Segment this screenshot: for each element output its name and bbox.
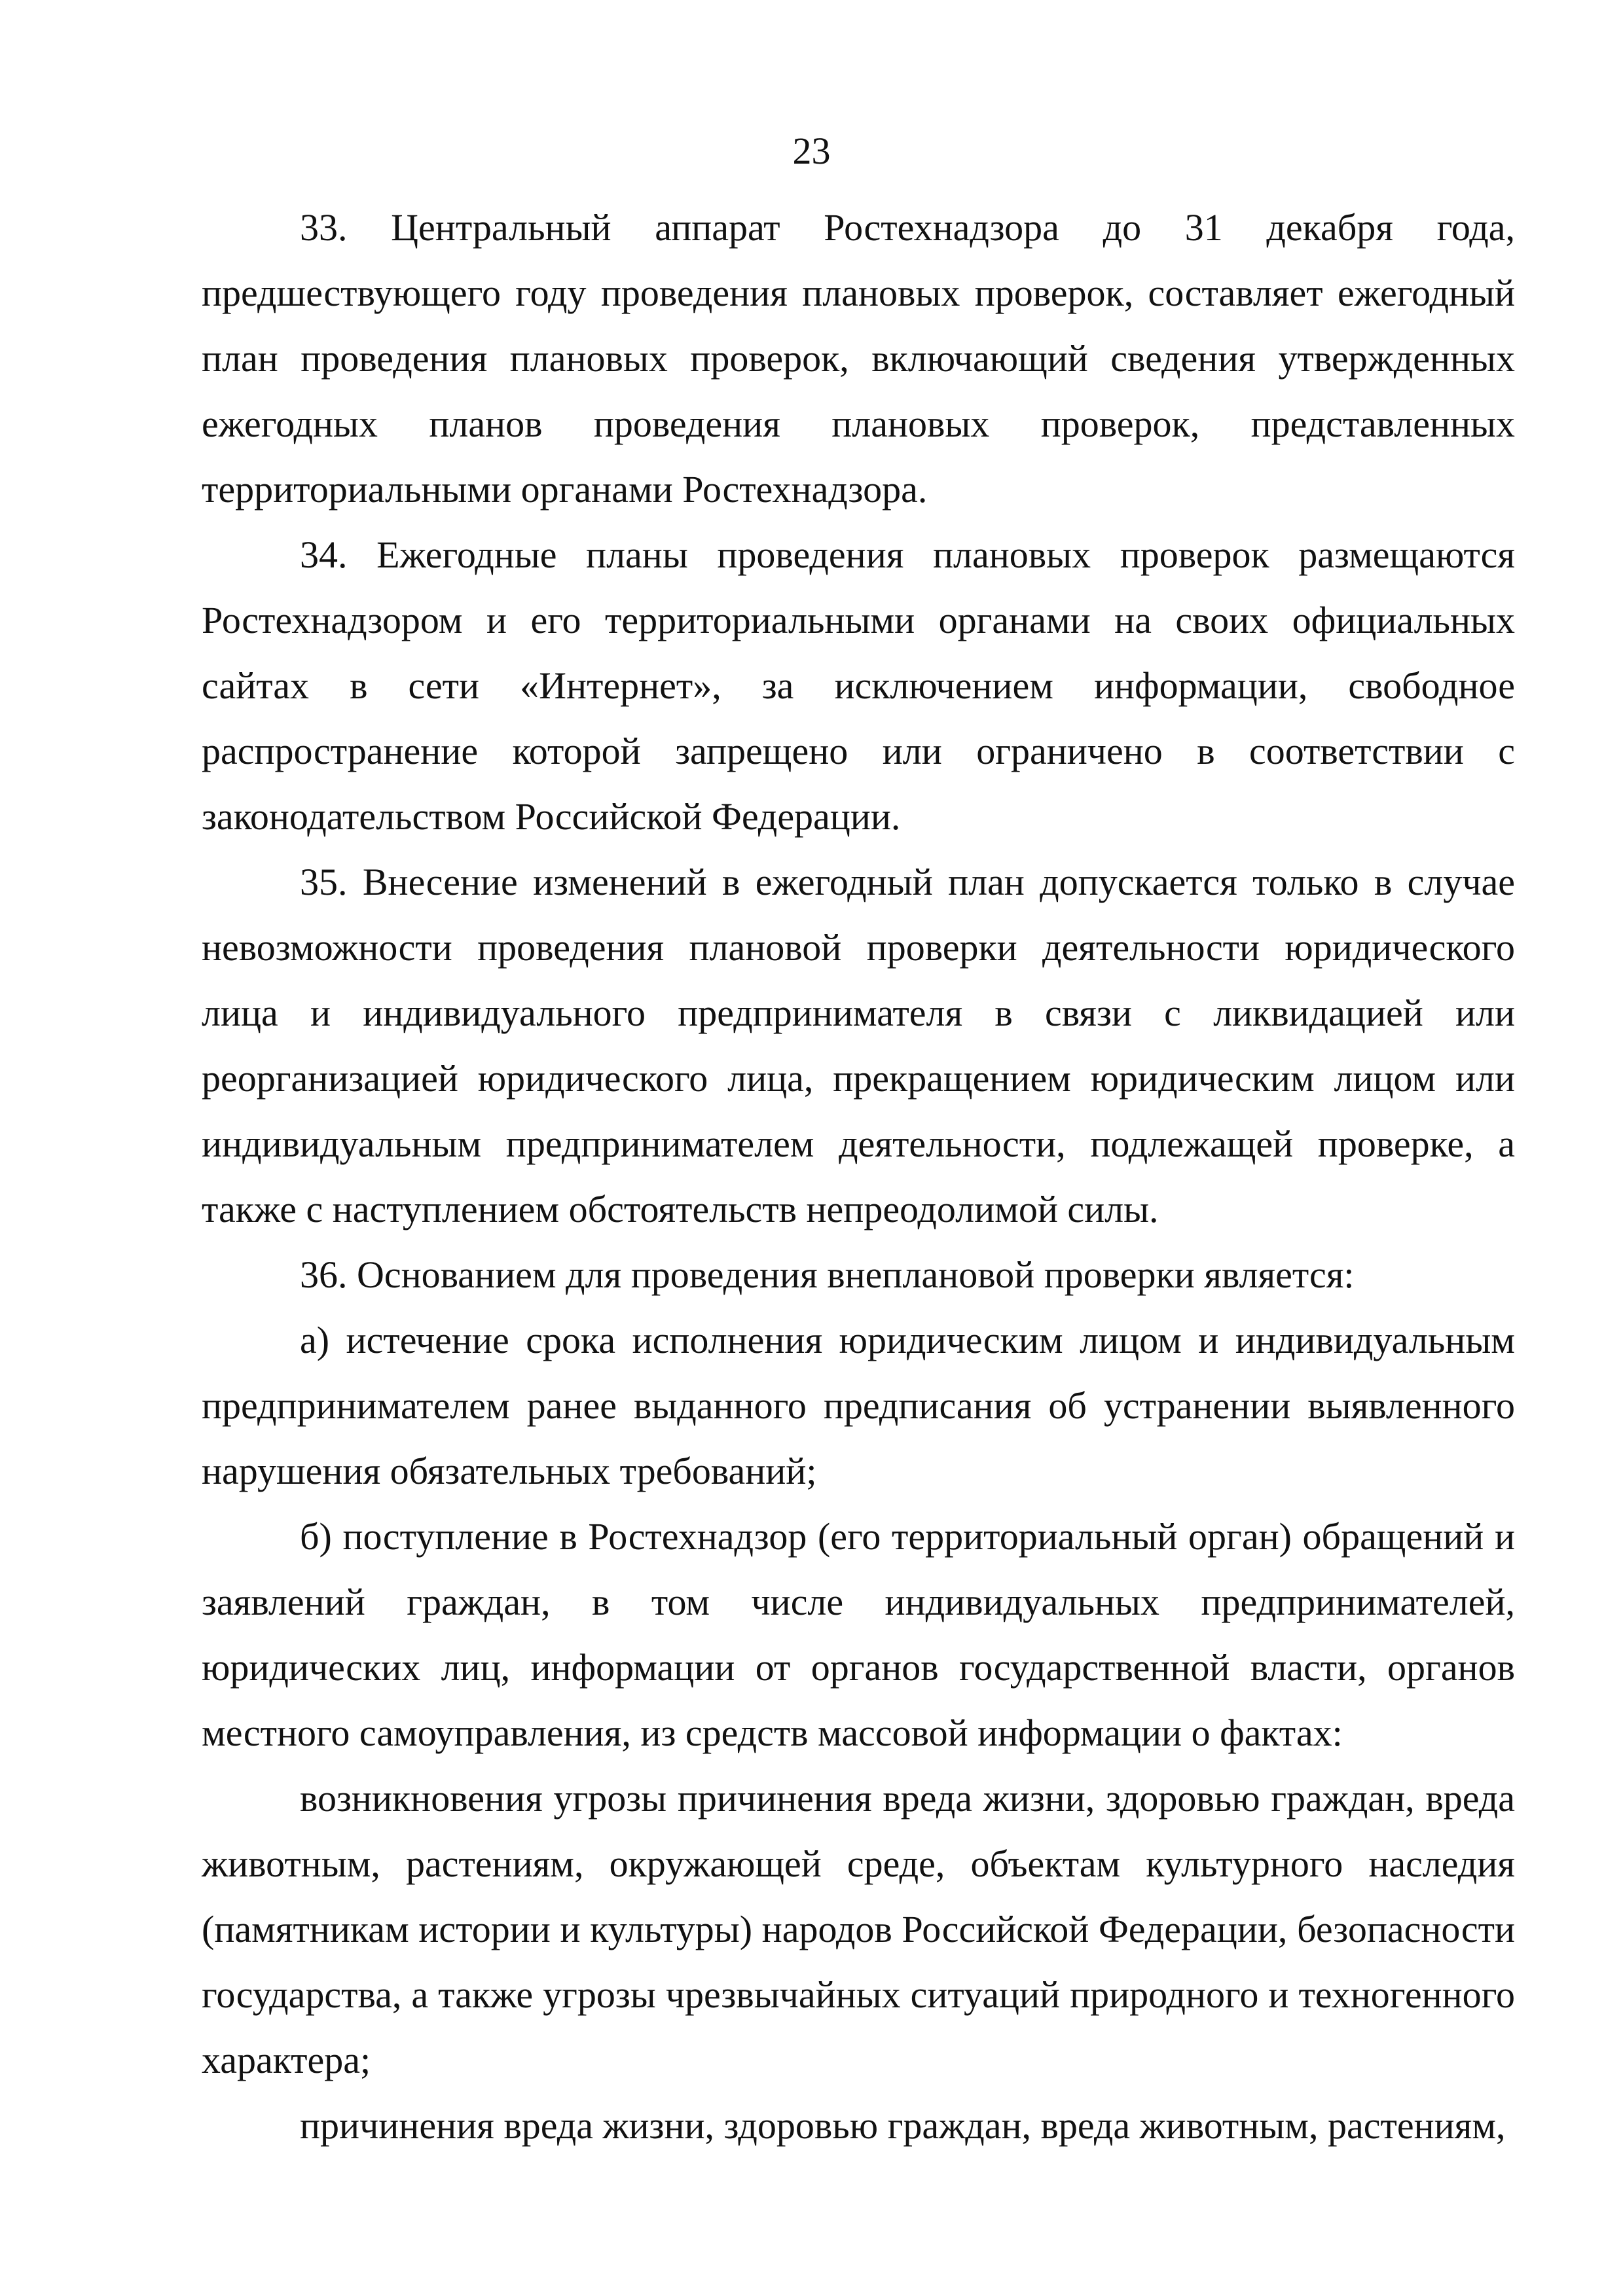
paragraph-36-a: а) истечение срока исполнения юридическим лицом и индивидуальным предпринимателем ранее выданного предписания об устранении выявленного нарушения обязательных требований;	[202, 1319, 1515, 1492]
paragraph-34: 34. Ежегодные планы проведения плановых проверок размещаются Ростехнадзором и его территориальными органами на своих официальных сайтах в сети «Интернет», за исключением информации, свободное распространение которой запрещено или ограничено в соответствии с законодательством Российской Федерации.	[202, 533, 1515, 838]
paragraph-36-b: б) поступление в Ростехнадзор (его территориальный орган) обращений и заявлений граждан, в том числе индивидуальных предпринимателей, юридических лиц, информации от органов государственной власти, органов местного самоуправления, из средств массовой информации о фактах:	[202, 1515, 1515, 1754]
paragraph-36-b-threat: возникновения угрозы причинения вреда жизни, здоровью граждан, вреда животным, растениям, окружающей среде, объектам культурного наследия (памятникам истории и культуры) народов Российской Федерации, безопасности государства, а также угрозы чрезвычайных ситуаций природного и техногенного характера;	[202, 1777, 1515, 2081]
page-number: 23	[792, 130, 831, 172]
paragraph-33: 33. Центральный аппарат Ростехнадзора до 31 декабря года, предшествующего году проведения плановых проверок, составляет ежегодный план проведения плановых проверок, включающий сведения утвержденных ежегодных планов проведения плановых проверок, представленных территориальными органами Ростехнадзора.	[202, 206, 1515, 511]
document-body	[202, 195, 1515, 2159]
paragraph-36: 36. Основанием для проведения внеплановой проверки является:	[300, 1253, 1355, 1296]
paragraph-36-b-harm: причинения вреда жизни, здоровью граждан, вреда животным, растениям,	[300, 2104, 1506, 2147]
paragraph-35: 35. Внесение изменений в ежегодный план допускается только в случае невозможности проведения плановой проверки деятельности юридического лица и индивидуального предпринимателя в связи с ликвидацией или реорганизацией юридического лица, прекращением юридическим лицом или индивидуальным предпринимателем деятельности, подлежащей проверке, а также с наступлением обстоятельств непреодолимой силы.	[202, 861, 1515, 1230]
